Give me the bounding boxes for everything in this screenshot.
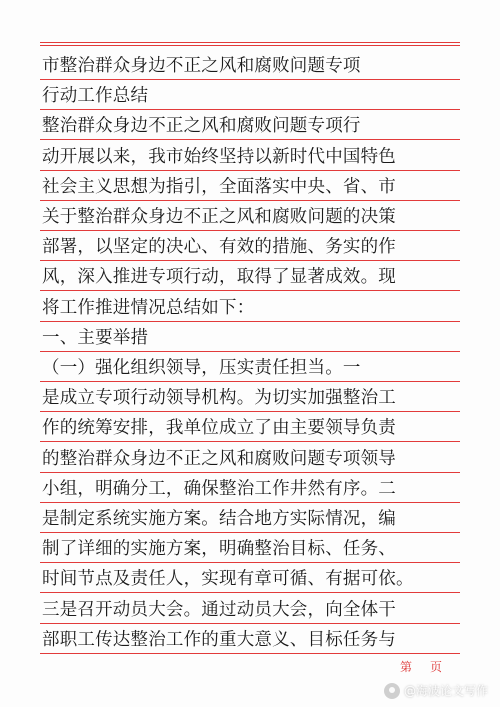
ruled-line (40, 260, 460, 261)
page-number-label: 第页 (400, 660, 461, 674)
ruled-line (40, 562, 460, 563)
text-line: 关于整治群众身边不正之风和腐败问题的决策 (42, 207, 396, 227)
text-line: 将工作推进情况总结如下： (42, 297, 255, 318)
ruled-line (40, 532, 460, 533)
ruled-line (40, 290, 460, 291)
text-line: 是制定系统实施方案。结合地方实际情况，编 (42, 509, 396, 529)
ruled-line (40, 79, 460, 80)
text-line: 部职工传达整治工作的重大意义、目标任务与 (42, 629, 396, 650)
text-line: 时间节点及责任人，实现有章可循、有据可依。 (42, 569, 414, 590)
ruled-line (40, 230, 460, 231)
text-line: 三是召开动员大会。通过动员大会，向全体干 (42, 599, 396, 620)
watermark (384, 682, 488, 699)
text-line: 作的统筹安排，我单位成立了由主要领导负责 (42, 418, 396, 439)
text-line: （一）强化组织领导，压实责任担当。一 (42, 358, 361, 378)
top-double-rule (40, 42, 460, 43)
ruled-line (40, 170, 460, 171)
text-line: 是成立专项行动领导机构。为切实加强整治工 (42, 388, 396, 409)
ruled-line (40, 411, 460, 412)
text-line: 风，深入推进专项行动，取得了显著成效。现 (42, 267, 396, 288)
ruled-line (40, 109, 460, 110)
ruled-line (40, 200, 460, 201)
watermark-text: @海波论文写作 (403, 684, 488, 698)
text-line: 小组，明确分工，确保整治工作井然有序。二 (42, 478, 396, 499)
text-line: 市整治群众身边不正之风和腐败问题专项 (42, 56, 361, 76)
ruled-line (40, 502, 460, 503)
text-line: 制了详细的实施方案，明确整治目标、任务、 (42, 539, 396, 560)
ruled-line (40, 653, 460, 654)
ruled-line (40, 321, 460, 322)
text-line: 动开展以来，我市始终坚持以新时代中国特色 (42, 146, 396, 167)
text-line: 行动工作总结 (42, 86, 149, 107)
ruled-line (40, 139, 460, 140)
text-line: 整治群众身边不正之风和腐败问题专项行 (42, 116, 361, 137)
watermark-logo-icon (384, 683, 400, 699)
ruled-line (40, 351, 460, 352)
text-line: 的整治群众身边不正之风和腐败问题专项领导 (42, 448, 396, 469)
text-line: 一、主要举措 (42, 327, 149, 348)
text-line: 社会主义思想为指引，全面落实中央、省、市 (42, 176, 396, 197)
ruled-line (40, 623, 460, 624)
text-line: 部署，以坚定的决心、有效的措施、务实的作 (42, 237, 396, 258)
ruled-line (40, 592, 460, 593)
ruled-line (40, 472, 460, 473)
ruled-line (40, 381, 460, 382)
ruled-line (40, 441, 460, 442)
